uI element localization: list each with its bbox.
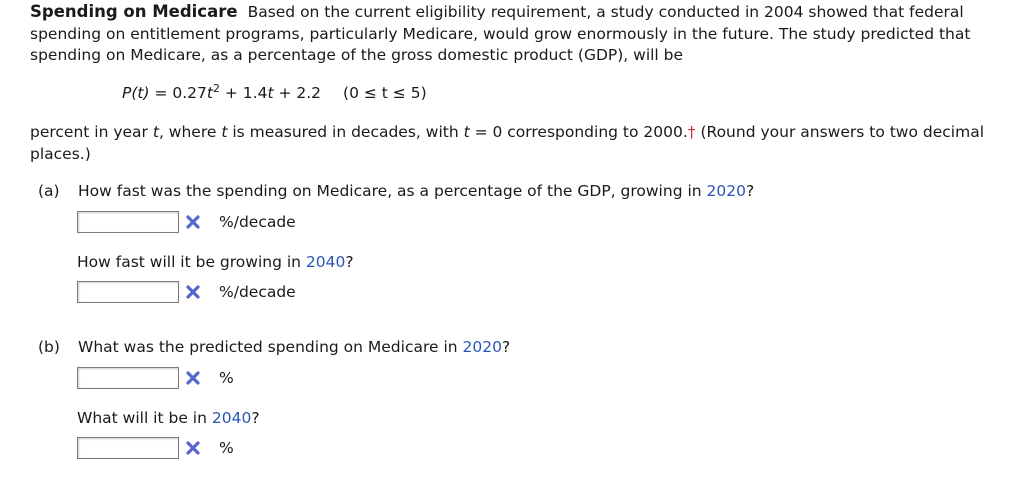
context-var-3: t bbox=[463, 123, 470, 141]
part-a-question-2 bbox=[77, 253, 354, 271]
x-incorrect-icon bbox=[185, 214, 201, 230]
formula-domain: (0 ≤ t ≤ 5) bbox=[343, 84, 427, 102]
x-incorrect-icon bbox=[185, 370, 201, 386]
x-incorrect-icon bbox=[185, 284, 201, 300]
context-var-2: t bbox=[221, 123, 228, 141]
formula-lhs: P(t) bbox=[122, 84, 150, 102]
part-a-q2-year: 2040 bbox=[305, 253, 346, 271]
part-a-answer-2-input[interactable] bbox=[77, 281, 179, 303]
part-a-answer-1-unit: %/decade bbox=[219, 213, 296, 231]
part-b-answer-1-unit: % bbox=[219, 369, 234, 387]
formula-exponent: 2 bbox=[212, 82, 220, 95]
context-text-5: (Round your answers to two decimal places.) bbox=[30, 123, 984, 163]
part-a-q1-text: How fast was the spending on Medicare, as a percentage of the GDP, growing in bbox=[78, 182, 707, 200]
context-var-1: t bbox=[152, 123, 159, 141]
part-b-question bbox=[38, 338, 510, 356]
context-text-3: is measured in decades, with bbox=[227, 123, 464, 141]
formula bbox=[122, 84, 427, 102]
part-a-q1-year: 2020 bbox=[706, 182, 746, 200]
part-b-answer-2-unit: % bbox=[219, 439, 234, 457]
x-incorrect-icon bbox=[185, 440, 201, 456]
problem-description: Based on the current eligibility requirement, a study conducted in 2004 showed that federal spending on entitlement programs, particularly Medicare, would grow enormously in the future. The study predicted that spending on Medicare, as a percentage of the gross domestic product (GDP), will be bbox=[30, 3, 971, 64]
context-text-1: percent in year bbox=[30, 123, 153, 141]
footnote-dagger[interactable]: † bbox=[687, 123, 696, 141]
formula-coef2: + 1.4 bbox=[219, 84, 268, 102]
part-b-answer-1-row bbox=[77, 366, 234, 390]
part-b-q1-end: ? bbox=[501, 338, 511, 356]
part-b-answer-2-input[interactable] bbox=[77, 437, 179, 459]
part-a-question bbox=[38, 182, 754, 200]
part-a-answer-2-unit: %/decade bbox=[219, 283, 296, 301]
problem-intro bbox=[30, 1, 1015, 67]
part-a-label: (a) bbox=[38, 182, 60, 200]
part-b-question-2 bbox=[77, 409, 260, 427]
part-a-answer-1-input[interactable] bbox=[77, 211, 179, 233]
problem-title: Spending on Medicare bbox=[30, 2, 238, 21]
part-a-answer-1-row bbox=[77, 210, 296, 234]
part-a-answer-2-row bbox=[77, 280, 296, 304]
part-b-answer-1-input[interactable] bbox=[77, 367, 179, 389]
part-b-answer-2-row bbox=[77, 436, 234, 460]
part-a-q1-end: ? bbox=[745, 182, 755, 200]
part-b-q1-text: What was the predicted spending on Medicare in bbox=[78, 338, 463, 356]
part-b-q1-year: 2020 bbox=[462, 338, 502, 356]
part-a-q2-text: How fast will it be growing in bbox=[77, 253, 306, 271]
context-text-2: , where bbox=[158, 123, 222, 141]
part-b-q2-year: 2040 bbox=[211, 409, 252, 427]
context-text-4: = 0 corresponding to 2000. bbox=[469, 123, 688, 141]
part-b-q2-text: What will it be in bbox=[77, 409, 212, 427]
problem-context bbox=[30, 122, 1015, 165]
part-b-label: (b) bbox=[38, 338, 60, 356]
formula-var2: t bbox=[267, 84, 274, 102]
part-a-q2-end: ? bbox=[345, 253, 354, 271]
formula-const: + 2.2 bbox=[273, 84, 322, 102]
part-b-q2-end: ? bbox=[251, 409, 260, 427]
formula-coef1: = 0.27 bbox=[149, 84, 207, 102]
formula-var1: t bbox=[206, 84, 213, 102]
